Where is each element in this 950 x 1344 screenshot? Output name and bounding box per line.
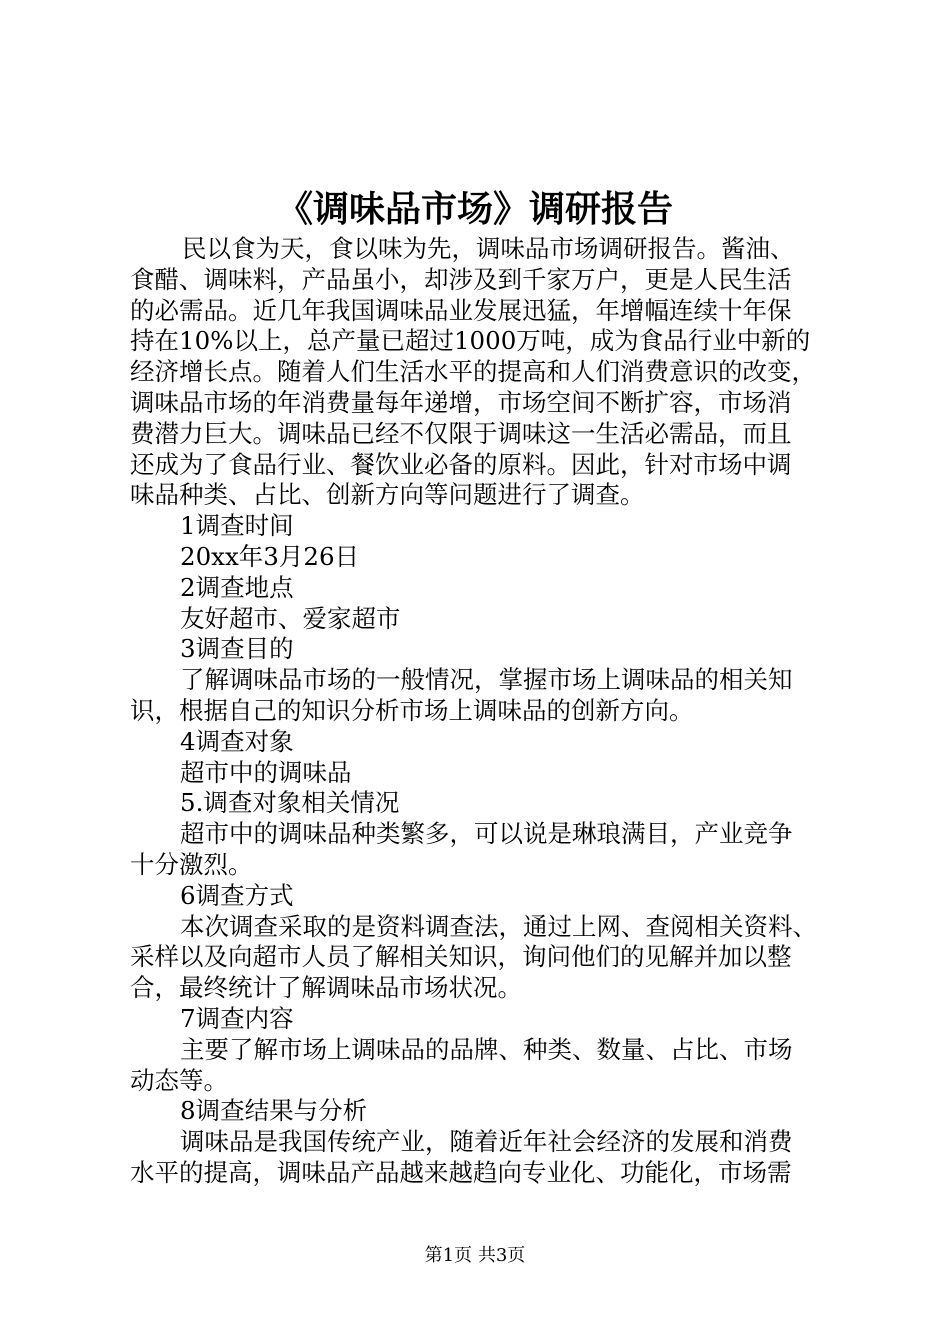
text-line: 超市中的调味品种类繁多，可以说是琳琅满目，产业竞争 xyxy=(180,819,793,849)
section-heading: 5.调查对象相关情况 xyxy=(180,788,400,818)
text-line: 味品种类、占比、创新方向等问题进行了调查。 xyxy=(130,480,645,510)
section-heading: 6调查方式 xyxy=(180,880,294,910)
text-line: 主要了解市场上调味品的品牌、种类、数量、占比、市场 xyxy=(180,1034,793,1064)
section-heading: 7调查内容 xyxy=(180,1003,294,1033)
section-heading: 1调查时间 xyxy=(180,511,294,541)
text-line: 20xx年3月26日 xyxy=(180,541,360,571)
text-line: 十分激烈。 xyxy=(130,849,253,879)
text-line: 的必需品。近几年我国调味品业发展迅猛，年增幅连续十年保 xyxy=(130,295,792,325)
text-line: 水平的提高，调味品产品越来越趋向专业化、功能化，市场需 xyxy=(130,1157,792,1187)
text-line: 费潜力巨大。调味品已经不仅限于调味这一生活必需品，而且 xyxy=(130,418,792,448)
text-line: 食醋、调味料，产品虽小，却涉及到千家万户，更是人民生活 xyxy=(130,264,792,294)
text-line: 调味品市场的年消费量每年递增，市场空间不断扩容，市场消 xyxy=(130,387,792,417)
text-line: 超市中的调味品 xyxy=(180,757,352,787)
section-heading: 8调查结果与分析 xyxy=(180,1096,368,1126)
text-line: 采样以及向超市人员了解相关知识，询问他们的见解并加以整 xyxy=(130,942,792,972)
text-line: 了解调味品市场的一般情况，掌握市场上调味品的相关知 xyxy=(180,665,793,695)
text-line: 本次调查采取的是资料调查法，通过上网、查阅相关资料、 xyxy=(180,911,817,941)
section-heading: 4调查对象 xyxy=(180,726,294,756)
text-line: 识，根据自己的知识分析市场上调味品的创新方向。 xyxy=(130,695,694,725)
text-line: 友好超市、爱家超市 xyxy=(180,603,401,633)
page-number: 第1页 共3页 xyxy=(424,1245,526,1266)
text-line: 还成为了食品行业、餐饮业必备的原料。因此，针对市场中调 xyxy=(130,449,792,479)
text-line: 经济增长点。随着人们生活水平的提高和人们消费意识的改变， xyxy=(130,357,816,387)
section-heading: 3调查目的 xyxy=(180,634,294,664)
text-line: 持在10%以上，总产量已超过1000万吨，成为食品行业中新的 xyxy=(130,326,811,356)
document-body xyxy=(130,234,830,1189)
text-line: 合，最终统计了解调味品市场状况。 xyxy=(130,973,522,1003)
text-line: 民以食为天，食以味为先，调味品市场调研报告。酱油、 xyxy=(182,234,795,263)
text-line: 调味品是我国传统产业，随着近年社会经济的发展和消费 xyxy=(180,1127,793,1157)
section-heading: 2调查地点 xyxy=(180,572,294,602)
document-title: 《调味品市场》调研报告 xyxy=(276,188,673,230)
text-line: 动态等。 xyxy=(130,1065,228,1095)
